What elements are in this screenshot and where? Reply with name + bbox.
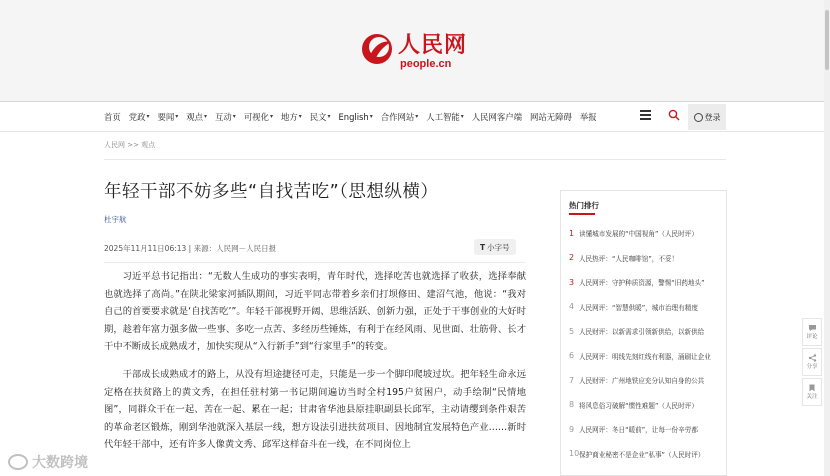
nav-item-label: 互动 [215,111,232,122]
font-size-icon: T [480,242,486,252]
nav-item-label: 首页 [104,111,121,122]
article-paragraph: 干部成长成熟成才的路上，从没有坦途捷径可走，只能是一步一个脚印爬坡过坎。把年轻生命永远定格在扶贫路上的黄文秀，在担任驻村第一书记期间遍访当时全村195户贫困户，动手绘制“民情地图”，同群众干在一起、苦在一起、累在一起；甘肃省华池县原挂职副县长邱军，主动请缨到条件艰苦的革命老区锻炼，刚到华池就深入基层一线，想方设法引进扶贫项目、因地制宜发展特色产业……新时代年轻干部中，还有许多人像黄文秀、邱军这样奋斗在一线，在不同岗位上 [104,368,526,451]
chevron-down-icon: ▾ [460,113,464,120]
rank-number: 4 [569,302,575,312]
rank-number: 5 [569,326,575,336]
logo-english-text: people.cn [400,58,452,70]
rank-title: 人民热评：“人民咖啡馆”，不妥！ [579,254,679,263]
nav-item-label: 举报 [579,111,597,122]
nav-item[interactable] [244,111,273,123]
breadcrumb[interactable]: 人民网 >> 观点 [104,141,156,149]
share-icon [808,354,817,362]
list-item[interactable] [569,393,721,418]
rank-title: 人民网评：守护种质资源，警惕“旧药地头” [579,279,705,288]
chevron-down-icon: ▾ [146,113,150,120]
nav-item[interactable] [186,111,207,123]
list-item[interactable] [569,417,721,442]
people-logo-icon [360,32,394,66]
search-icon[interactable] [668,109,680,121]
share-label: 分享 [806,364,818,370]
nav-item-label: 要闻 [157,111,175,122]
nav-item-label: 可视化 [243,111,269,122]
nav-item[interactable] [338,112,372,122]
list-item[interactable] [569,368,721,393]
chevron-down-icon: ▾ [269,113,273,120]
watermark [8,452,88,472]
nav-item[interactable] [580,111,597,123]
divider [104,159,726,160]
article-title: 年轻干部不妨多些“自找苦吃”（思想纵横） [104,182,439,202]
article-author[interactable]: 杜宇航 [104,215,127,224]
site-logo[interactable] [360,28,480,76]
nav-item[interactable] [215,111,236,123]
article-body [104,268,526,464]
nav-item[interactable] [426,111,464,123]
chevron-down-icon: ▾ [327,113,331,120]
chevron-down-icon: ▾ [175,113,179,120]
rank-number: 3 [569,277,575,287]
rank-number: 10 [569,449,580,459]
nav-item-label: 民文 [309,111,327,122]
comment-button[interactable] [802,318,822,346]
list-item[interactable] [569,319,721,344]
hot-ranking-panel [560,190,727,476]
floating-toolbar [802,318,822,408]
scrollbar[interactable] [824,0,830,476]
nav-item[interactable] [104,111,121,123]
nav-item[interactable] [381,111,419,123]
list-item[interactable] [569,344,721,369]
nav-item-label: 党政 [128,111,146,122]
nav-item-label: 网站无障碍 [530,111,572,122]
follow-button[interactable] [802,378,822,406]
nav-item[interactable] [310,111,331,123]
rank-title: 人民网评：“智慧供暖”，城市治理有精度 [579,303,698,312]
list-item[interactable] [569,221,721,246]
title-underline [569,213,595,215]
nav-item[interactable] [129,111,150,123]
rank-number: 8 [569,400,575,410]
follow-label: 关注 [806,394,818,400]
watermark-text: 大数跨境 [32,455,88,471]
chevron-down-icon: ▾ [298,113,302,120]
divider [104,262,526,263]
nav-item-label: 人工智能 [426,111,460,122]
nav-item-label: English [338,111,369,122]
rank-title: 读懂城市发展的“中国视角”（人民时评） [579,230,698,239]
nav-item[interactable] [530,111,572,123]
nav-item[interactable] [472,111,522,123]
rank-number: 2 [569,253,575,263]
hamburger-icon[interactable] [640,110,651,120]
hot-ranking-title: 热门排行 [569,201,599,210]
nav-item[interactable] [158,111,179,123]
bookmark-icon [808,384,816,392]
rank-title: 保护商业秘密不是企业“私事”（人民时评） [579,450,705,459]
rank-number: 1 [569,228,575,238]
rank-title: 人民财评：广州地铁应充分认知自身的公共 [579,377,705,386]
share-button[interactable] [802,348,822,376]
article-meta: 2025年11月11日06:13 | 来源：人民网－人民日报 [104,244,277,253]
list-item[interactable] [569,270,721,295]
rank-number: 6 [569,351,575,361]
nav-item-label: 人民网客户端 [471,111,523,122]
comment-label: 评论 [806,334,818,340]
user-icon [694,113,703,122]
chevron-down-icon: ▾ [415,113,419,120]
logo-chinese-text: 人民网 [398,32,468,58]
rank-title: 将风息俗习破解“惯性难题”（人民时评） [579,401,698,410]
hot-ranking-list [569,221,721,466]
site-header [0,0,830,102]
chevron-down-icon: ▾ [204,113,208,120]
scrollbar-thumb[interactable] [825,10,829,70]
main-nav [0,102,830,132]
chevron-down-icon: ▾ [232,113,236,120]
list-item[interactable] [569,295,721,320]
login-button[interactable] [688,104,726,130]
watermark-icon [8,454,28,470]
login-label: 登录 [704,112,721,122]
nav-item-label: 观点 [186,111,204,122]
nav-item-label: 合作网站 [380,111,415,122]
article-paragraph: 习近平总书记指出：“无数人生成功的事实表明，青年时代，选择吃苦也就选择了收获，选择奉献也就选择了高尚。”在陕北梁家河插队期间，习近平同志带着乡亲们打坝修田、建沼气池，他说：“我对自己的首要要求就是‘自找苦吃’”。年轻干部视野开阔、思维活跃、创新力强，正处于干事创业的大好时期，趁着年富力强多做一些事、多吃一点苦、多经历些锤炼，有利于在经风雨、见世面、壮筋骨、长才干中不断成长成熟成才，加快实现从“入行新手”到“行家里手”的转变。 [104,271,526,353]
rank-number: 7 [569,375,575,385]
font-size-toggle[interactable] [474,239,516,255]
comment-icon [808,324,817,332]
list-item[interactable] [569,246,721,271]
nav-item[interactable] [281,111,302,123]
list-item[interactable] [569,442,721,467]
rank-title: 人民网评：明线先刻红线有利器，涌刷让企业 [579,352,711,361]
nav-item-label: 地方 [280,111,298,122]
font-size-label: 小字号 [487,242,510,252]
rank-title: 人民网评：冬日“暖前”，让每一份辛劳都 [579,426,698,435]
rank-number: 9 [569,424,575,434]
chevron-down-icon: ▾ [369,113,373,120]
rank-title: 人民财评：以新需求引领新供给，以新供给 [579,328,705,337]
